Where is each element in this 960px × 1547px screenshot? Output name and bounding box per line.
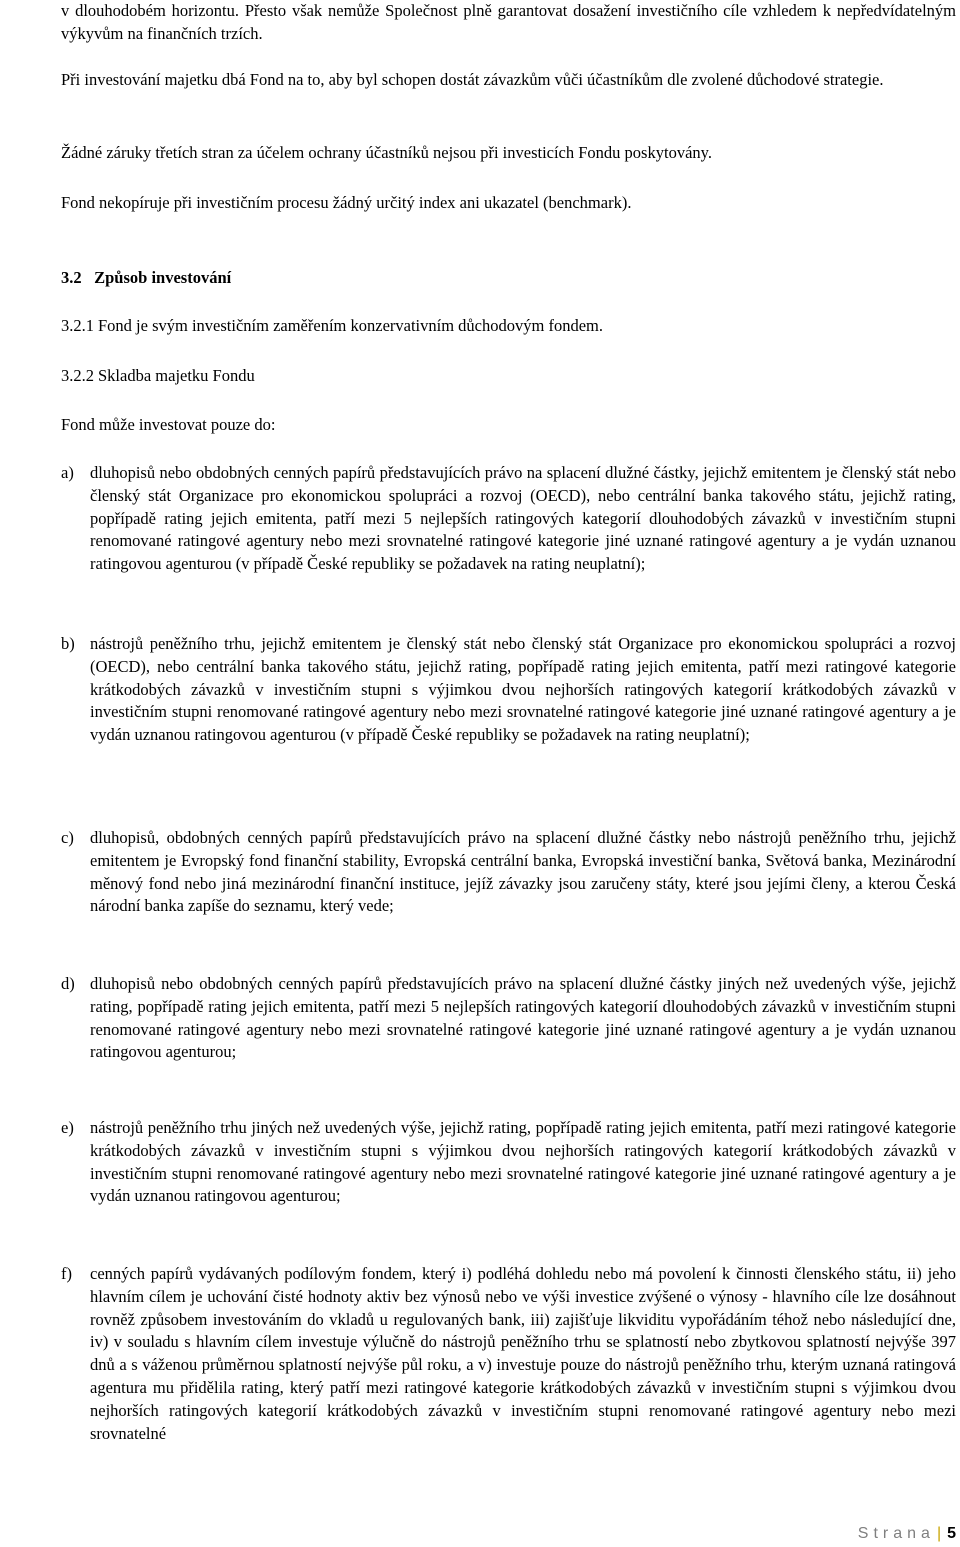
list-item-text: dluhopisů, obdobných cenných papírů představujících právo na splacení dlužné částky nebo nástrojů peněžního trhu, jejichž emitentem je Evropský fond finanční stability, Evropská centrální banka, Evropská investiční banka, Světová banka, Mezinárodní měnový fond nebo jiná mezinárodní finanční instituce, jejíž závazky jsou zaručeny státy, které jsou jejími členy, a kterou Česká národní banka zapíše do seznamu, který vede; [90, 828, 956, 916]
list-item-label: a) [61, 463, 74, 482]
list-item-text: nástrojů peněžního trhu, jejichž emitentem je členský stát nebo členský stát Organizace pro ekonomickou spolupráci a rozvoj (OECD), nebo centrální banka takového státu, jejichž rating, popřípadě rating jejich emitenta, patří mezi ratingové kategorie krátkodobých závazků v investičním stupni s výjimkou dvou nejhorších ratingových kategorií krátkodobých závazků v investičním stupni renomované ratingové agentury nebo mezi srovnatelné ratingové kategorie jiné uznané ratingové agentury a je vydán uznanou ratingovou agenturou (v případě České republiky se požadavek na rating neuplatní); [90, 634, 956, 745]
paragraph-investment-goal: v dlouhodobém horizontu. Přesto však nemůže Společnost plně garantovat dosažení investičního cíle vzhledem k nepředvídatelným výkyvům na finančních trzích. [61, 1, 956, 43]
list-item-f [61, 1263, 956, 1445]
list-item-d [61, 973, 956, 1064]
subsection-number: 3.2.2 [61, 366, 94, 385]
list-item-label: e) [61, 1118, 74, 1137]
section-number: 3.2 [61, 268, 82, 287]
section-title: Způsob investování [94, 268, 232, 287]
list-item-text: dluhopisů nebo obdobných cenných papírů představujících právo na splacení dlužné částky jiných než uvedených výše, jejichž rating, popřípadě rating jejich emitenta, patří mezi 5 nejlepších ratingových kategorií dlouhodobých závazků v investičním stupni renomované ratingové agentury nebo mezi srovnatelné ratingové kategorie jiné uznané ratingové agentury a je vydán uznanou ratingovou agenturou; [90, 974, 956, 1062]
paragraph-guarantees: Žádné záruky třetích stran za účelem ochrany účastníků nejsou při investicích Fondu poskytovány. [61, 143, 712, 162]
list-item-b [61, 633, 956, 747]
list-item-text: cenných papírů vydávaných podílovým fondem, který i) podléhá dohledu nebo má povolení k činnosti členského státu, ii) jeho hlavním cílem je uchování čisté hodnoty aktiv bez výnosů nebo ve výši investice zvýšené o výnosy - hlavního cíle lze dosáhnout rovněž způsobem investováním do vkladů u regulovaných bank, iii) zajišťuje likviditu vypořádáním téhož nebo následující dne, iv) v souladu s hlavním cílem investuje výlučně do nástrojů peněžního trhu se splatností nebo zbytkovou splatností nejvýše 397 dnů a s váženou průměrnou splatností nejvýše půl roku, a v) investuje pouze do nástrojů peněžního trhu, kterým uznaná ratingová agentura mu přidělila rating, který patří mezi ratingové kategorie krátkodobých závazků v investičním stupni s výjimkou dvou nejhorších ratingových kategorií krátkodobých závazků v investičním stupni renomované ratingové agentury nebo mezi srovnatelné [90, 1264, 956, 1443]
subsection-title: Skladba majetku Fondu [98, 366, 255, 385]
subsection-3-2-1 [61, 315, 956, 338]
paragraph-benchmark: Fond nekopíruje při investičním procesu žádný určitý index ani ukazatel (benchmark). [61, 193, 632, 212]
page-footer [858, 1523, 956, 1546]
list-item-e [61, 1117, 956, 1208]
list-item-label: f) [61, 1264, 72, 1283]
list-item-a [61, 462, 956, 576]
list-item-c [61, 827, 956, 918]
subsection-number: 3.2.1 [61, 316, 94, 335]
subsection-text: Fond je svým investičním zaměřením konzervativním důchodovým fondem. [98, 316, 603, 335]
list-item-label: c) [61, 828, 74, 847]
page-number: 5 [947, 1525, 956, 1542]
subsection-3-2-2 [61, 365, 956, 388]
list-item-text: dluhopisů nebo obdobných cenných papírů představujících právo na splacení dlužné částky, jejichž emitentem je členský stát nebo členský stát Organizace pro ekonomickou spolupráci a rozvoj (OECD), nebo centrální banka takového státu, jejichž rating, popřípadě rating jejich emitenta, patří mezi 5 nejlepších ratingových kategorií dlouhodobých závazků v investičním stupni renomované ratingové agentury nebo mezi srovnatelné ratingové kategorie jiné uznané ratingové agentury a je vydán uznanou ratingovou agenturou (v případě České republiky se požadavek na rating neuplatní); [90, 463, 956, 574]
section-heading [61, 267, 231, 290]
list-item-label: d) [61, 974, 75, 993]
list-item-text: nástrojů peněžního trhu jiných než uvedených výše, jejichž rating, popřípadě rating jejich emitenta, patří mezi ratingové kategorie krátkodobých závazků v investičním stupni s výjimkou dvou nejhorších ratingových kategorií krátkodobých závazků v investičním stupni renomované ratingové agentury nebo mezi srovnatelné ratingové kategorie jiné uznané ratingové agentury a je vydán uznanou ratingovou agenturou; [90, 1118, 956, 1206]
paragraph-obligations: Při investování majetku dbá Fond na to, aby byl schopen dostát závazkům vůči účastníkům dle zvolené důchodové strategie. [61, 70, 884, 89]
list-item-label: b) [61, 634, 75, 653]
allowed-investments-intro: Fond může investovat pouze do: [61, 415, 276, 434]
footer-separator: | [936, 1525, 942, 1542]
footer-label: Strana [857, 1525, 935, 1542]
